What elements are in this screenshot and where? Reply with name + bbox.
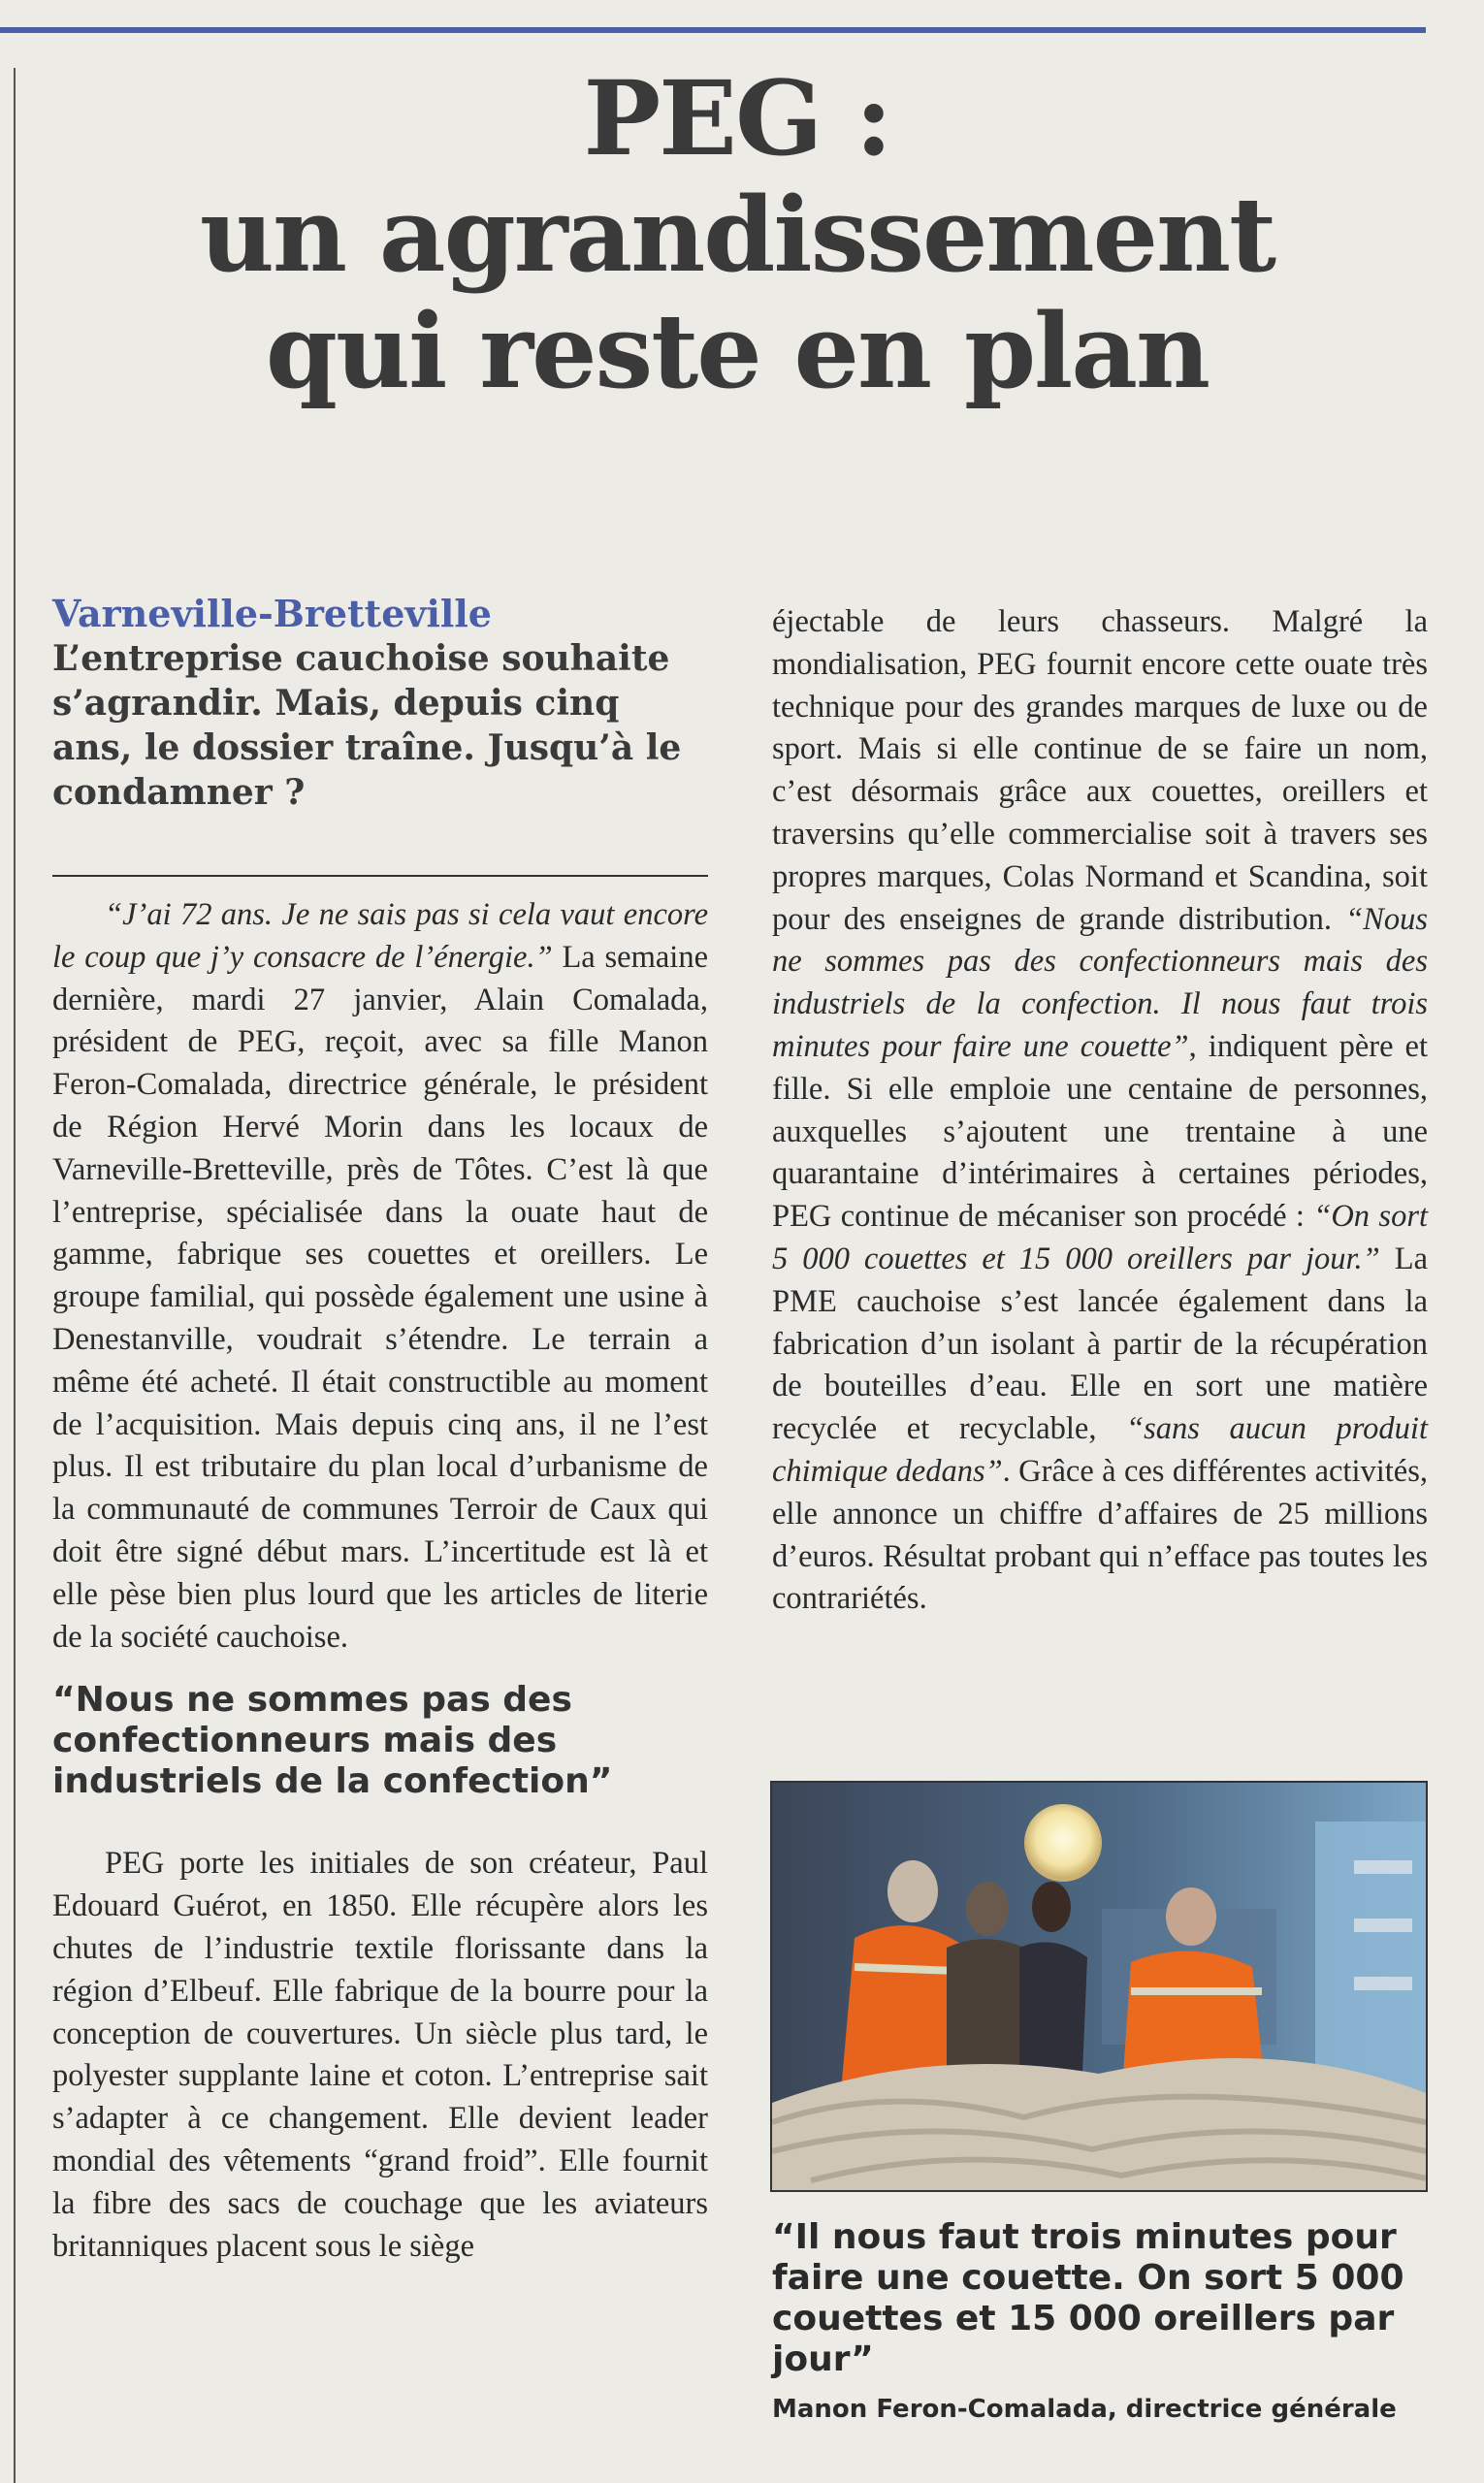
body-paragraph-3 — [772, 601, 1428, 1621]
article-photo — [772, 1783, 1426, 2190]
opening-quote: “J’ai 72 ans. Je ne sais pas si cela vaut encore le coup que j’y consacre de l’énergie.” — [52, 897, 708, 975]
quote-confection: “Nous ne sommes pas des confectionneurs mais des industriels de la confection. Il nous faut trois minutes pour faire une couette” — [772, 901, 1428, 1064]
chapo-separator — [52, 875, 708, 877]
photo-caption-quote: “Il nous faut trois minutes pour faire une couette. On sort 5 000 couettes et 15 000 oreillers par jour” — [772, 2217, 1404, 2379]
quote-production: “On sort 5 000 couettes et 15 000 oreillers par jour.” — [772, 1199, 1428, 1276]
top-rule — [0, 27, 1426, 33]
paragraph-3-text-c: La PME cauchoise s’est lancée également dans la fabrication d’un isolant à partir de la récupération de bouteilles d’eau. Elle en sort une matière recyclée et recyclable, — [772, 1241, 1428, 1447]
right-column — [772, 601, 1428, 1621]
photo-caption-credit: Manon Feron-Comalada, directrice générale — [772, 2395, 1397, 2424]
headline-line-2: un agrandissement — [199, 174, 1275, 295]
left-column — [52, 592, 708, 2268]
paragraph-3-text-d: . Grâce à ces différentes activités, elle annonce un chiffre d’affaires de 25 millions d’euros. Résultat probant qui n’efface pas toutes les contrariétés. — [772, 1453, 1428, 1617]
dateline: Varneville-Bretteville — [52, 592, 492, 635]
headline — [58, 57, 1416, 411]
left-column-rule — [14, 68, 16, 2483]
chapo: L’entreprise cauchoise souhaite s’agrandir. Mais, depuis cinq ans, le dossier traîne. Jusqu’à le condamner ? — [52, 638, 682, 813]
headline-line-1: PEG : — [583, 57, 891, 178]
paragraph-3-text-b: , indiquent père et fille. Si elle emploie une centaine de personnes, auxquelles s’ajoutent une trentaine à une quarantaine d’intérimaires à certaines périodes, PEG continue de mécaniser son procédé : — [772, 1028, 1428, 1235]
body-paragraph-1 — [52, 894, 708, 1659]
quote-chemical: “sans aucun produit chimique dedans” — [772, 1411, 1428, 1489]
headline-line-3: qui reste en plan — [265, 290, 1210, 411]
intertitle: “Nous ne sommes pas des confectionneurs mais des industriels de la confection” — [52, 1680, 613, 1802]
paragraph-1-text: La semaine dernière, mardi 27 janvier, Alain Comalada, président de PEG, reçoit, avec sa fille Manon Feron-Comalada, directrice générale, le président de Région Hervé Morin dans les locaux de Varneville-Bretteville, près de Tôtes. C’est là que l’entreprise, spécialisée dans la ouate haut de gamme, fabrique ses couettes et oreillers. Le groupe familial, qui possède également une usine à Denestanville, voudrait s’étendre. Le terrain a même été acheté. Il était constructible au moment de l’acquisition. Mais depuis cinq ans, il ne l’est plus. Il est tributaire du plan local d’urbanisme de la communauté de communes Terroir de Caux qui doit être signé début mars. L’incertitude est là et elle pèse bien plus lourd que les articles de literie de la société cauchoise. — [52, 939, 708, 1655]
body-paragraph-2: PEG porte les initiales de son créateur, Paul Edouard Guérot, en 1850. Elle récupère alors les chutes de l’industrie textile florissante dans la région d’Elbeuf. Elle fabrique de la bourre pour la conception de couvertures. Un siècle plus tard, le polyester supplante laine et coton. L’entreprise sait s’adapter à ce changement. Elle devient leader mondial des vêtements “grand froid”. Elle fournit la fibre des sacs de couchage que les aviateurs britanniques placent sous le siège — [52, 1846, 708, 2264]
paragraph-3-text-a: éjectable de leurs chasseurs. Malgré la mondialisation, PEG fournit encore cette ouate très technique pour des grandes marques de luxe ou de sport. Mais si elle continue de se faire un nom, c’est désormais grâce aux couettes, oreillers et traversins qu’elle commercialise soit à travers ses propres marques, Colas Normand et Scandina, soit pour des enseignes de grande distribution. — [772, 604, 1428, 937]
